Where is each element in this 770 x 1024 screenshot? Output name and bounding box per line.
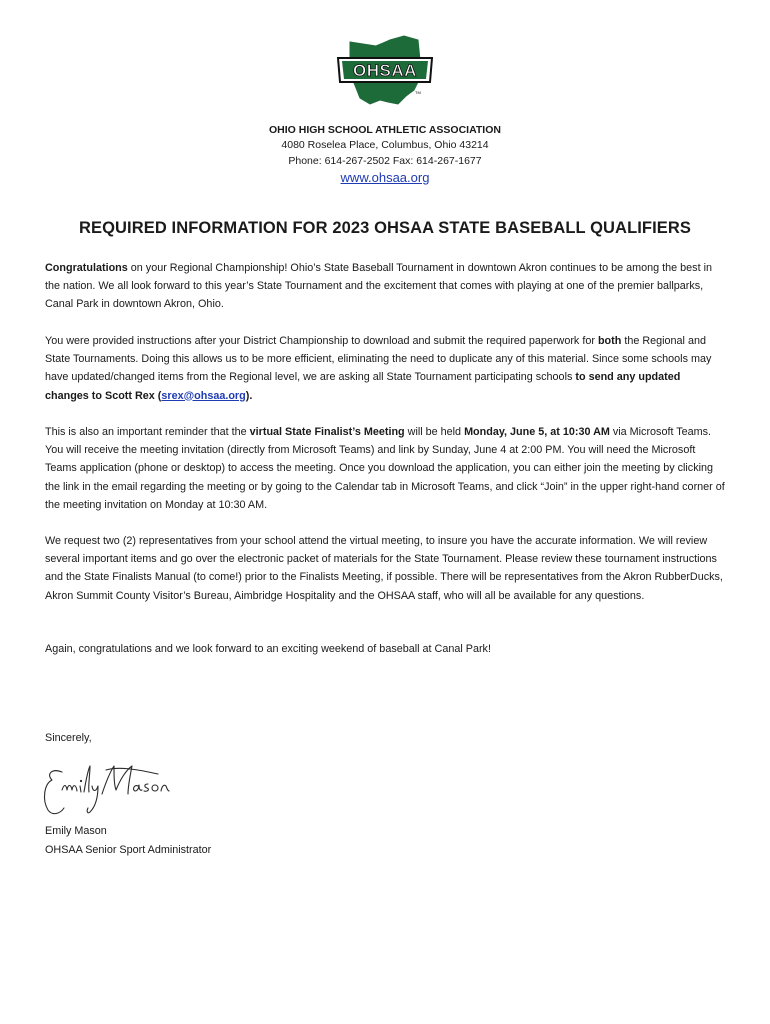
paragraph-text: You were provided instructions after your District Championship to download and submit the required paperwork for <box>45 335 598 347</box>
bold-send-updates: to send any updated changes to Scott Rex ( <box>45 371 681 402</box>
paragraph-text: will be held <box>404 426 465 438</box>
org-address: 4080 Roselea Place, Columbus, Ohio 43214 <box>281 139 489 151</box>
email-link[interactable]: srex@ohsaa.org <box>161 389 246 402</box>
handwritten-signature <box>40 760 175 820</box>
org-name: OHIO HIGH SCHOOL ATHLETIC ASSOCIATION <box>269 124 501 136</box>
org-phone-fax: Phone: 614-267-2502 Fax: 614-267-1677 <box>288 155 482 167</box>
svg-text:TM: TM <box>415 90 421 95</box>
paragraph-representatives: We request two (2) representatives from your school attend the virtual meeting, to insure you have the accurate information. We will review several important items and go over the electronic packet of materials for the State Tournament. Please review these tournament instructions and the State Finalists Manual (to come!) prior to the Finalists Meeting, if possible. There will be representatives from the Akron RubberDucks, Akron Summit County Visitor’s Bureau, Aimbridge Hospitality and the OHSAA staff, who will all be available for any questions. <box>45 535 723 602</box>
signer-name: Emily Mason <box>45 825 107 837</box>
paragraph-text: This is also an important reminder that the <box>45 426 250 438</box>
bold-meeting-name: virtual State Finalist’s Meeting <box>249 426 405 438</box>
document-title: REQUIRED INFORMATION FOR 2023 OHSAA STATE BASEBALL QUALIFIERS <box>78 219 692 237</box>
paragraph-text: on your Regional Championship! Ohio’s State Baseball Tournament in downtown Akron continues to be among the best in the nation. We all look forward to this year’s State Tournament and the excitement that comes with playing at one of the premier ballparks, Canal Park in downtown Akron, Ohio. <box>45 262 712 311</box>
paragraph-meeting-reminder <box>45 423 727 514</box>
paragraph-closing-remark: Again, congratulations and we look forward to an exciting weekend of baseball at Canal Park! <box>45 643 491 655</box>
paragraph-congratulations <box>45 259 727 314</box>
ohio-state-outline-icon <box>336 34 434 108</box>
closing: Sincerely, <box>45 732 92 744</box>
ohsaa-logo <box>336 34 434 108</box>
signer-title: OHSAA Senior Sport Administrator <box>45 844 212 856</box>
signature-icon <box>40 760 175 820</box>
paragraph-text: via Microsoft Teams. You will receive the meeting invitation (directly from Microsoft Teams) and link by Sunday, June 4 at 2:00 PM. You will need the Microsoft Teams application (phone or desktop) to access the meeting. Once you download the application, you can either join the meeting by clicking the link in the email regarding the meeting or by going to the Calendar tab in Microsoft Teams, and click “Join” in the upper right-hand corner of the meeting invitation on Monday at 10:30 AM. <box>45 426 725 511</box>
bold-congratulations: Congratulations <box>45 262 128 274</box>
logo-text: OHSAA <box>353 61 417 80</box>
website-link[interactable]: www.ohsaa.org <box>340 170 430 185</box>
paragraph-text: the Regional and State Tournaments. Doing this allows us to be more efficient, eliminating the need to duplicate any of this material. Since some schools may have updated/changed items from the Regional level, we are asking all State Tournament participating schools <box>45 335 712 384</box>
letterhead <box>0 124 770 187</box>
bold-meeting-date: Monday, June 5, at 10:30 AM <box>464 426 610 438</box>
bold-close-paren: ). <box>245 389 253 402</box>
bold-both: both <box>597 335 622 347</box>
paragraph-instructions <box>45 332 727 405</box>
